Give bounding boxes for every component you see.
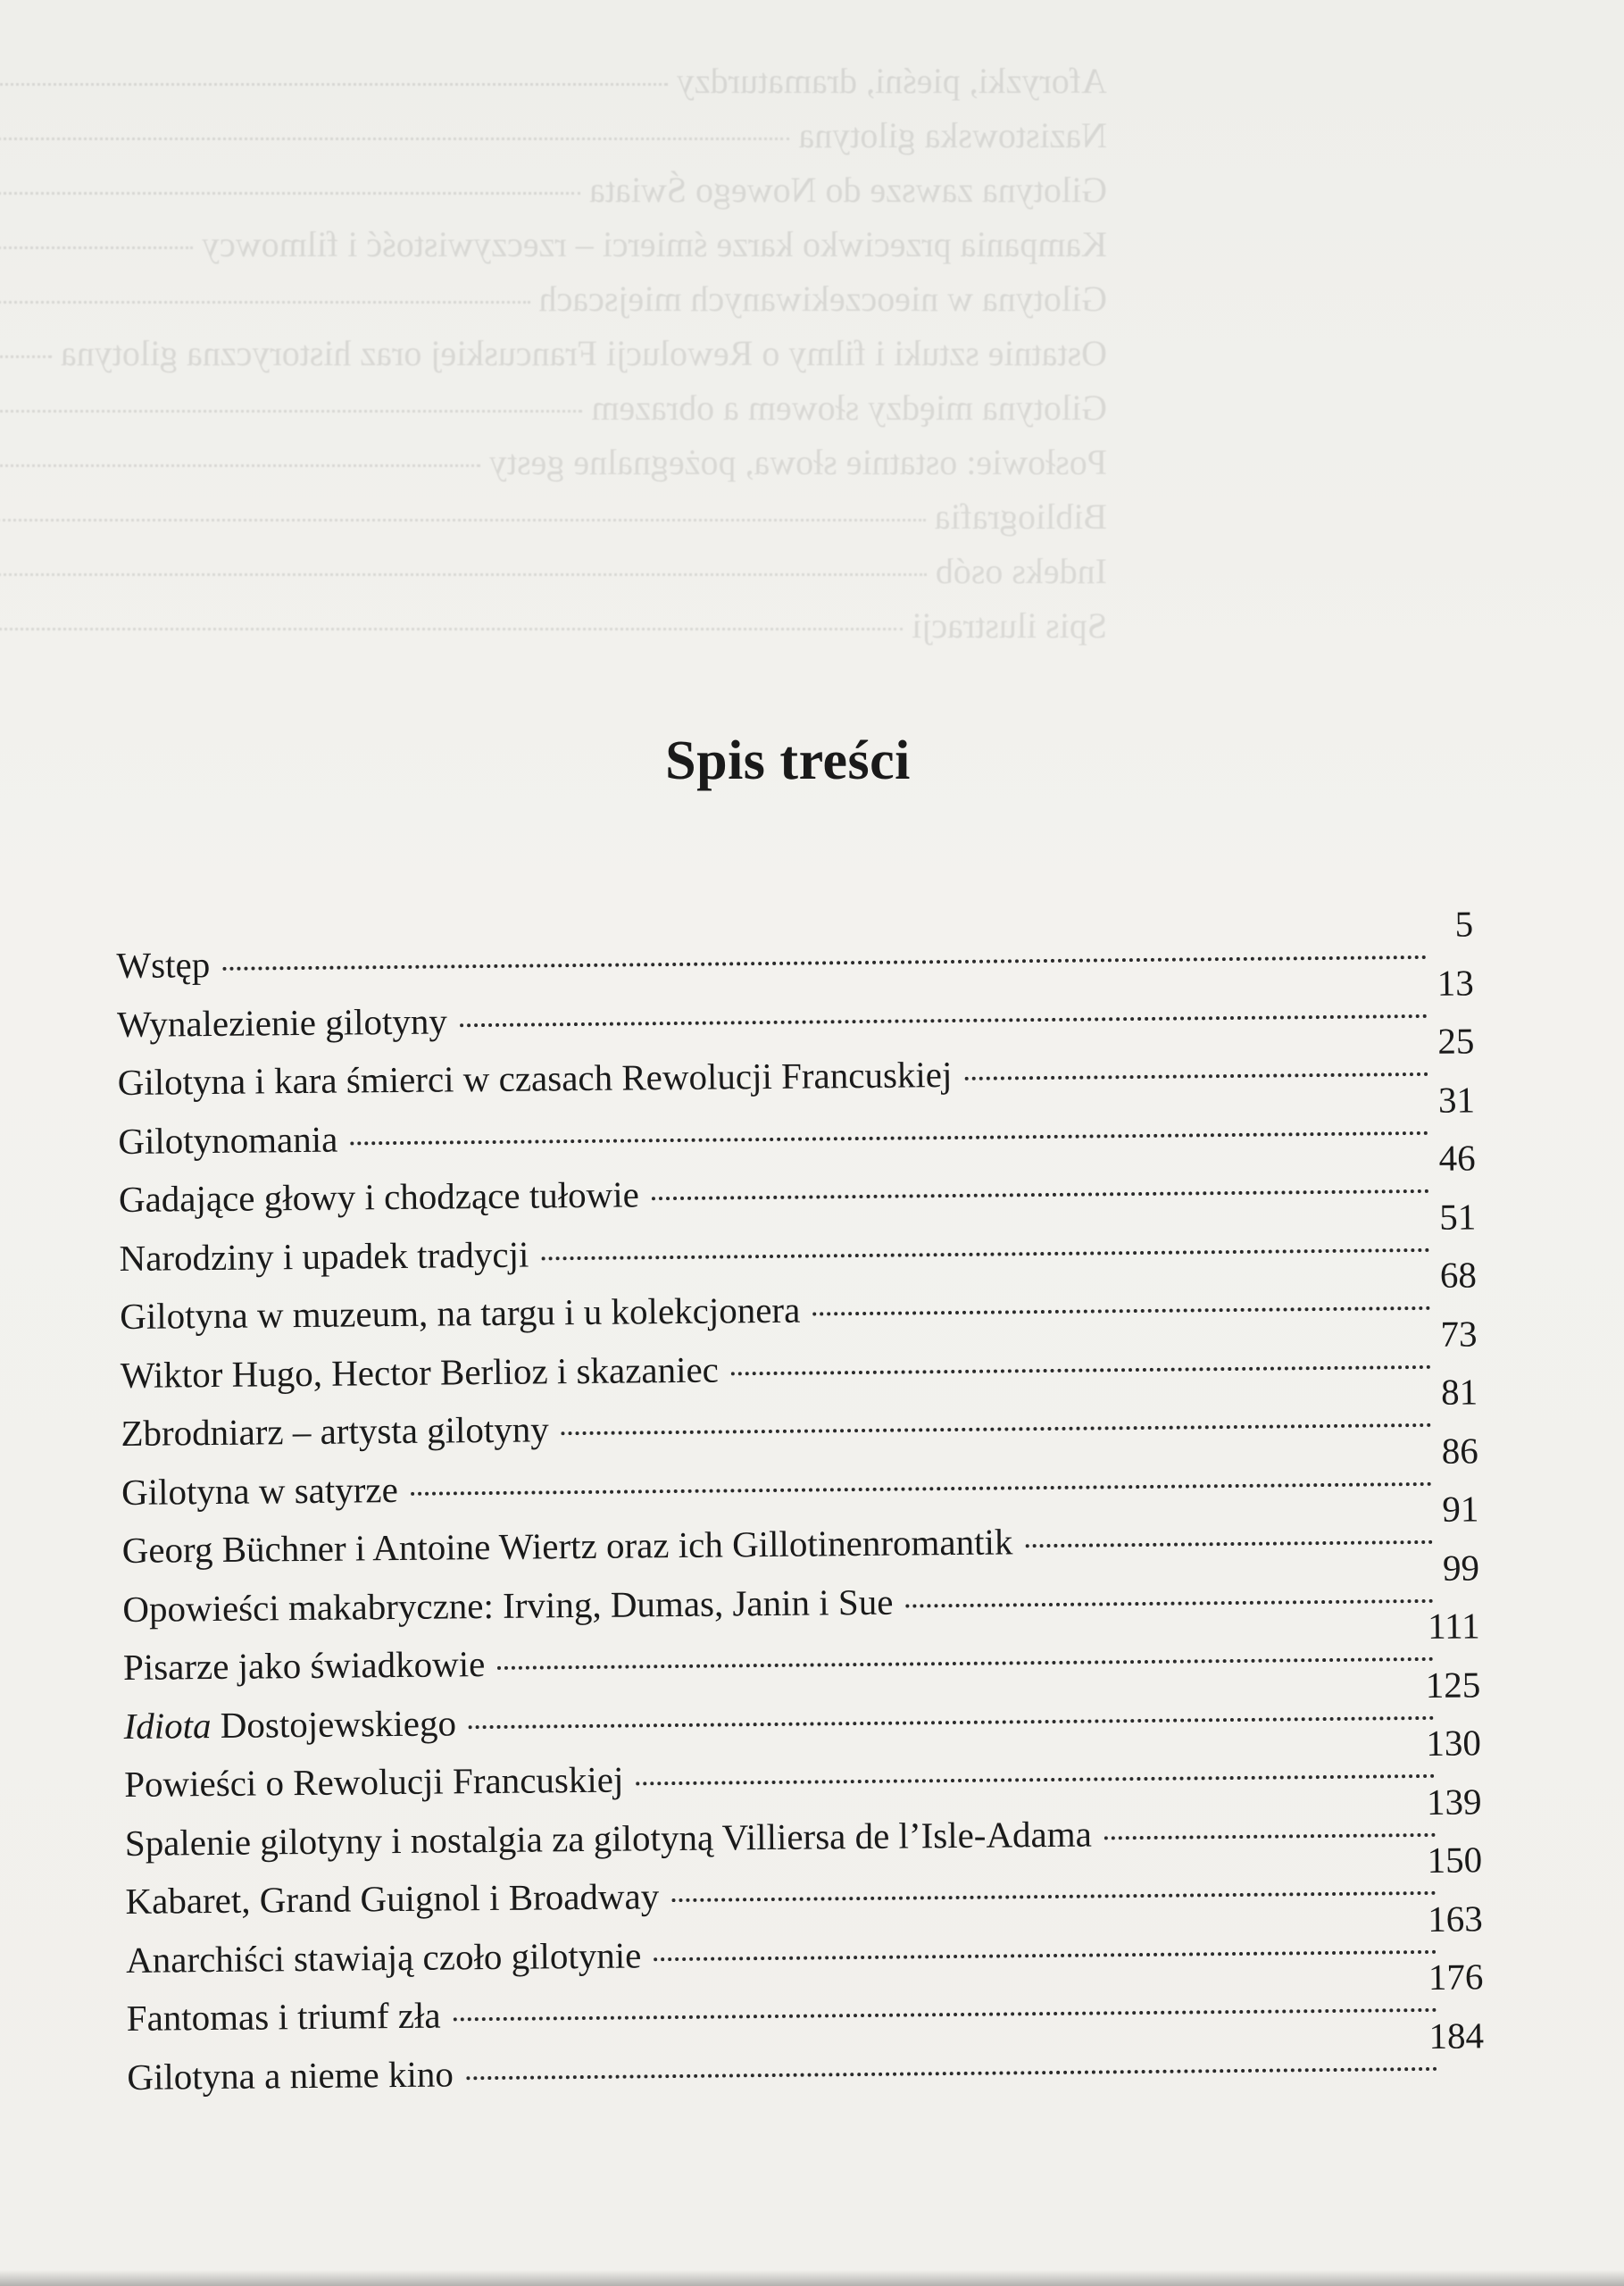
bleed-row: Kampania przeciwko karze śmierci – rzeczywistość i filmowcy	[0, 217, 1107, 271]
toc-entry-title: Powieści o Rewolucji Francuskiej	[124, 1758, 624, 1805]
toc-entry-title: Spalenie gilotyny i nostalgia za gilotyną Villiersa de l’Isle-Adama	[124, 1813, 1093, 1864]
table-of-contents	[116, 903, 1485, 2098]
bleed-row: Bibliografia	[0, 489, 1107, 544]
toc-entry-page: 99	[1442, 1546, 1480, 1589]
dot-leader	[469, 1715, 1435, 1728]
dot-leader	[497, 1657, 1434, 1670]
toc-entry-title: Idiota Dostojewskiego	[123, 1701, 457, 1747]
toc-entry-page: 46	[1438, 1137, 1476, 1179]
toc-entry-page: 31	[1437, 1078, 1476, 1121]
bleed-row: Ostatnie sztuki i filmy o Rewolucji Francuskiej oraz historyczna gilotyna	[0, 326, 1107, 380]
toc-entry-title: Gilotyna w muzeum, na targu i u kolekcjonera	[119, 1289, 801, 1337]
toc-entry-page: 176	[1428, 1956, 1484, 1998]
dot-leader	[1025, 1540, 1432, 1548]
toc-entry-title: Gilotyna i kara śmierci w czasach Rewolucji Francuskiej	[117, 1054, 953, 1103]
bleed-row: Spis ilustracji	[0, 598, 1107, 653]
toc-entry-title: Narodziny i upadek tradycji	[119, 1233, 529, 1279]
toc-entry-page: 73	[1440, 1312, 1478, 1355]
bleed-row: Posłowie: ostatnie słowa, pożegnalne gesty	[0, 435, 1107, 489]
dot-leader	[222, 955, 1427, 971]
dot-leader	[562, 1423, 1432, 1435]
toc-entry-page: 25	[1437, 1020, 1475, 1062]
bleed-row: Indeks osób	[0, 544, 1107, 598]
toc-entry-title: Gilotyna a nieme kino	[127, 2052, 454, 2098]
dot-leader	[541, 1247, 1429, 1260]
page-bottom-edge	[0, 2270, 1624, 2286]
toc-entry-page: 51	[1438, 1195, 1477, 1238]
dot-leader	[731, 1364, 1431, 1375]
bleed-row: Gilotyna zawsze do Nowego Świata	[0, 163, 1107, 217]
toc-entry-page: 139	[1426, 1780, 1482, 1823]
toc-entry-title: Zbrodniarz – artysta gilotyny	[121, 1408, 550, 1454]
toc-entry-page: 86	[1441, 1429, 1478, 1472]
toc-entry-page: 130	[1426, 1722, 1482, 1764]
toc-entry-page: 125	[1425, 1663, 1481, 1706]
bleed-row: Gilotyna między słowem a obrazem	[0, 380, 1107, 435]
toc-entry-title-italic: Idiota	[123, 1704, 212, 1747]
toc-entry-title: Wstęp	[116, 943, 211, 986]
toc-entry-page: 184	[1428, 2014, 1485, 2057]
toc-entry-page: 111	[1427, 1605, 1480, 1647]
toc-entry-page: 5	[1454, 903, 1474, 945]
toc-entry-title: Pisarze jako świadkowie	[122, 1643, 486, 1688]
dot-leader	[812, 1306, 1430, 1316]
toc-entry-title: Gadające głowy i chodzące tułowie	[118, 1173, 640, 1220]
dot-leader	[454, 2008, 1437, 2022]
bleed-through-text	[0, 54, 1107, 653]
toc-entry-page: 68	[1439, 1254, 1478, 1296]
dot-leader	[460, 1014, 1428, 1026]
dot-leader	[411, 1481, 1432, 1495]
toc-entry-title: Wiktor Hugo, Hector Berlioz i skazaniec	[120, 1348, 720, 1396]
toc-entry-title: Wynalezienie gilotyny	[116, 999, 448, 1045]
bleed-row: Aforyzki, pieśni, dramaturdzy	[0, 54, 1107, 108]
toc-entry-title: Georg Büchner i Antoine Wiertz oraz ich Gillotinenromantik	[121, 1521, 1013, 1571]
bleed-row: Gilotyna w nieoczekiwanych miejscach	[0, 271, 1107, 326]
toc-entry-title: Anarchiści stawiają czoło gilotynie	[125, 1933, 642, 1981]
toc-entry-title: Gilotyna w satyrze	[121, 1468, 398, 1513]
toc-entry-page: 81	[1440, 1371, 1478, 1413]
dot-leader	[652, 1189, 1429, 1200]
page-title: Spis treści	[665, 730, 911, 791]
dot-leader	[671, 1891, 1436, 1902]
toc-entry-page: 150	[1427, 1839, 1483, 1881]
toc-entry-page: 163	[1428, 1897, 1483, 1940]
toc-entry-title: Gilotynomania	[118, 1118, 338, 1162]
dot-leader	[654, 1949, 1437, 1960]
dot-leader	[1104, 1832, 1436, 1840]
dot-leader	[636, 1774, 1435, 1786]
bleed-row: Nazistowska gilotyna	[0, 108, 1107, 163]
dot-leader	[466, 2066, 1437, 2079]
toc-entry-page: 13	[1437, 961, 1474, 1004]
toc-entry-page: 91	[1442, 1488, 1479, 1530]
dot-leader	[905, 1598, 1433, 1607]
dot-leader	[964, 1072, 1428, 1080]
toc-entry-title: Fantomas i triumf zła	[126, 1994, 441, 2039]
dot-leader	[350, 1130, 1428, 1145]
toc-entry-title: Kabaret, Grand Guignol i Broadway	[125, 1875, 660, 1922]
toc-entry-title: Opowieści makabryczne: Irving, Dumas, Janin i Sue	[122, 1581, 894, 1630]
